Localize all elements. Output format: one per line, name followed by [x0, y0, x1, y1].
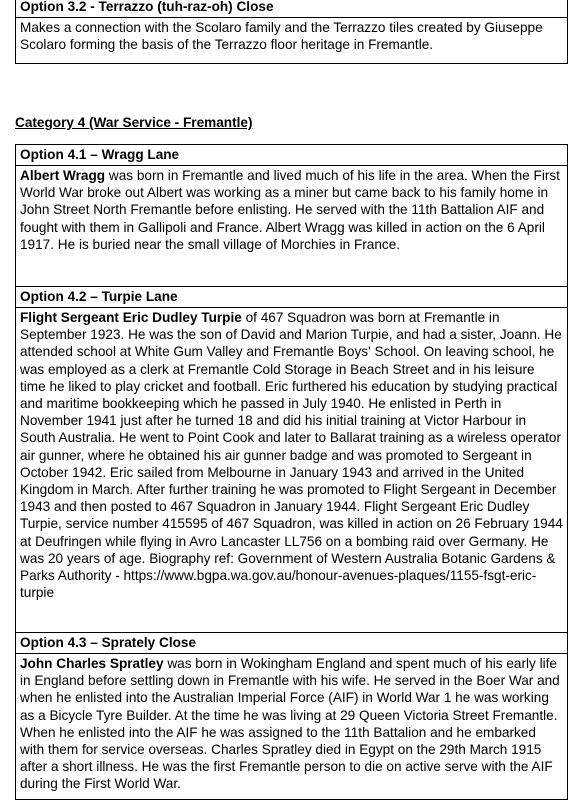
option-4-3-name: John Charles Spratley [20, 656, 164, 671]
option-4-2-text: of 467 Squadron was born at Fremantle in September 1923. He was the son of David and Marion Turpie, and had a sister, Joann. He attended school at White Gum Valley and Fremantle Boys' School. On leaving school, he was employed as a clerk at Fremantle Cold Storage in Beach Street and in his leisure time he liked to play cricket and football. Eric furthered his education by studying practical and maritime bookkeeping which he passed in July 1940. He enlisted in Perth in November 1941 just after he turned 18 and did his initial training at Victor Harbour in South Australia. He went to Point Cook and later to Ballarat training as a wireless operator air gunner, where he obtained his air gunner badge and was promoted to Sergeant in October 1942. Eric sailed from Melbourne in January 1943 and arrived in the United Kingdom in March. After further training he was promoted to Flight Sergeant in December 1943 and then posted to 467 Squadron in January 1944. Flight Sergeant Eric Dudley Turpie, service number 415595 of 467 Squadron, was killed in action on 26 February 1944 at Deufringen while flying in Avro Lancaster LL756 on a bombing raid over Germany. He was 20 years of age. Biography ref: Government of Western Australia Botanic Gardens & Parks Authority - https://www.bgpa.wa.gov.au/honour-avenues-plaques/1155-fsgt-eric-turpie [20, 310, 563, 601]
option-4-1-name: Albert Wragg [20, 168, 106, 183]
option-4-1-heading: Option 4.1 – Wragg Lane [20, 147, 180, 162]
option-4-2-description [16, 307, 567, 632]
option-4-3-text: was born in Wokingham England and spent much of his early life in England before settling down in Fremantle with his wife. He served in the Boer War and when he enlisted into the Australian Imperial Force (AIF) in World War 1 he was working as a Bicycle Tyre Builder. At the time he was living at 29 Queen Victoria Street Fremantle. When he enlisted into the AIF he was assigned to the 11th Battalion and he embarked with them for service overseas. Charles Spratley died in Egypt on the 29th March 1915 after a short illness. He was the first Fremantle person to die on active serve with the AIF during the First World War. [20, 656, 560, 792]
option-3-2-table [15, 0, 568, 64]
option-4-3-description [16, 653, 567, 794]
option-3-2-description: Makes a connection with the Scolaro family and the Terrazzo tiles created by Giuseppe Scolaro forming the basis of the Terrazzo floor heritage in Fremantle. [16, 17, 567, 54]
category-4-table [15, 144, 568, 800]
option-4-1-text: was born in Fremantle and lived much of his life in the area. When the First World War broke out Albert was working as a miner but came back to his family home in John Street North Fremantle before enlisting. He served with the 11th Battalion AIF and fought with them in Gallipoli and France. Albert Wragg was killed in action on the 6 April 1917. He is buried near the small village of Morchies in France. [20, 168, 560, 252]
option-4-3-heading: Option 4.3 – Sprately Close [16, 632, 567, 653]
option-4-1-description [16, 165, 567, 286]
category-4-heading: Category 4 (War Service - Fremantle) [15, 115, 253, 130]
option-4-2-heading: Option 4.2 – Turpie Lane [16, 286, 567, 307]
option-3-2-heading: Option 3.2 - Terrazzo (tuh-raz-oh) Close [20, 0, 274, 14]
option-4-2-name: Flight Sergeant Eric Dudley Turpie [20, 310, 242, 325]
